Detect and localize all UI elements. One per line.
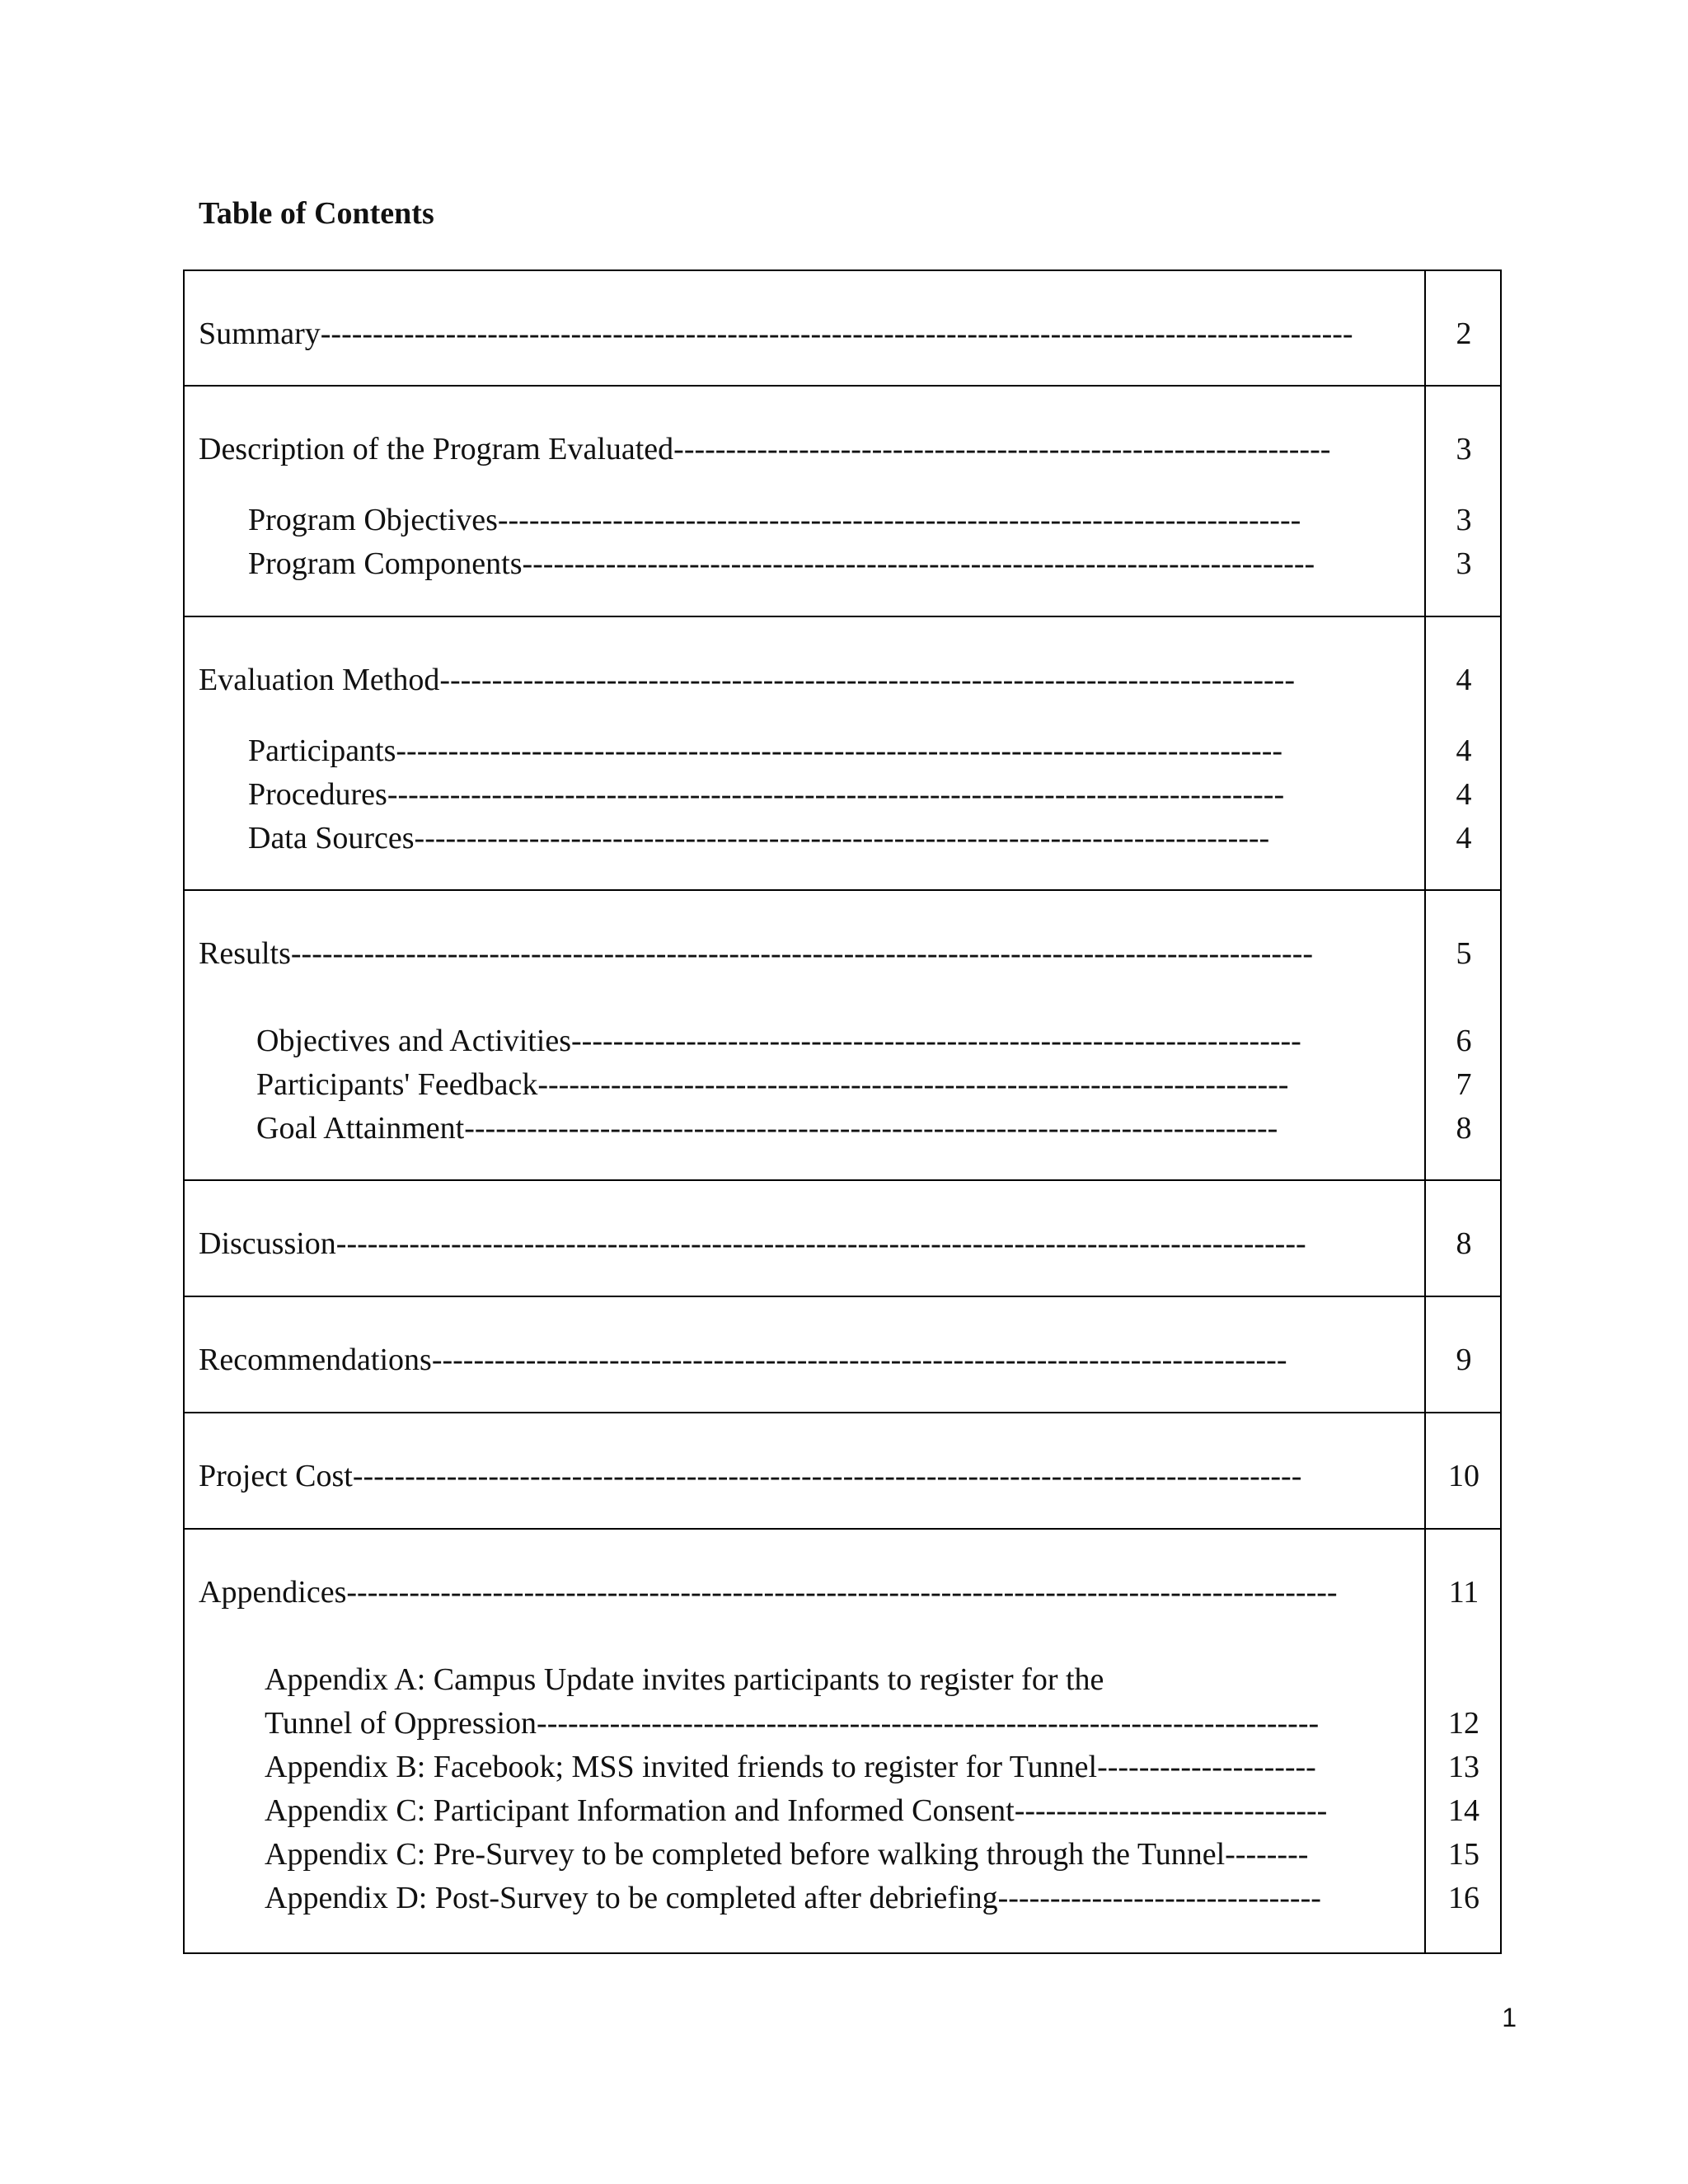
toc-entry[interactable] xyxy=(185,818,1503,859)
toc-entry[interactable] xyxy=(185,1834,1503,1875)
toc-entry[interactable] xyxy=(185,543,1503,584)
toc-entry-label: Appendices----------------------------------------------------------------------------------------------- xyxy=(199,1575,1338,1610)
toc-entry[interactable] xyxy=(185,659,1503,701)
toc-entry-label: Participants------------------------------------------------------------------------------------- xyxy=(248,733,1283,768)
toc-entry-page: 8 xyxy=(1456,1111,1472,1146)
toc-entry-label: Goal Attainment------------------------------------------------------------------------------ xyxy=(256,1111,1278,1146)
toc-entry-page: 11 xyxy=(1448,1575,1479,1610)
toc-entry-page: 4 xyxy=(1456,733,1472,768)
toc-entry-label: Results-------------------------------------------------------------------------------------------------- xyxy=(199,936,1314,971)
toc-entry-label: Objectives and Activities---------------------------------------------------------------------- xyxy=(256,1024,1301,1058)
toc-entry-label: Project Cost------------------------------------------------------------------------------------------- xyxy=(199,1459,1302,1493)
toc-section-appendices xyxy=(185,1530,1500,1952)
toc-section-evaluation-method xyxy=(185,617,1500,891)
toc-table xyxy=(183,269,1502,1954)
toc-entry[interactable] xyxy=(185,1455,1503,1497)
toc-section-project-cost xyxy=(185,1413,1500,1530)
toc-section-results xyxy=(185,891,1500,1181)
toc-entry[interactable] xyxy=(185,429,1503,470)
toc-entry-page: 6 xyxy=(1456,1024,1472,1058)
toc-entry-page: 4 xyxy=(1456,777,1472,812)
toc-entry-page: 3 xyxy=(1456,546,1472,581)
toc-entry[interactable] xyxy=(185,730,1503,771)
toc-entry-label: Appendix D: Post-Survey to be completed after debriefing------------------------------- xyxy=(265,1881,1321,1915)
toc-entry-label: Evaluation Method---------------------------------------------------------------------------------- xyxy=(199,663,1295,697)
toc-entry-page: 14 xyxy=(1448,1793,1479,1828)
toc-entry-page: 4 xyxy=(1456,821,1472,855)
page-number: 1 xyxy=(1502,2003,1517,2032)
toc-entry-page: 16 xyxy=(1448,1881,1479,1915)
toc-entry-page: 4 xyxy=(1456,663,1472,697)
toc-entry[interactable] xyxy=(185,313,1503,354)
toc-heading: Table of Contents xyxy=(199,196,434,231)
toc-entry-label: Appendix B: Facebook; MSS invited friends to register for Tunnel--------------------- xyxy=(265,1750,1316,1784)
toc-entry-label: Participants' Feedback------------------------------------------------------------------------ xyxy=(256,1067,1289,1102)
toc-entry-page: 3 xyxy=(1456,432,1472,466)
toc-entry[interactable] xyxy=(185,774,1503,815)
toc-entry-label: Recommendations---------------------------------------------------------------------------------- xyxy=(199,1343,1287,1377)
toc-entry[interactable] xyxy=(185,499,1503,541)
toc-entry[interactable] xyxy=(185,933,1503,974)
toc-entry-page: 12 xyxy=(1448,1706,1479,1741)
toc-entry[interactable] xyxy=(185,1659,1503,1700)
toc-entry-label: Discussion--------------------------------------------------------------------------------------------- xyxy=(199,1226,1306,1261)
toc-section-summary xyxy=(185,271,1500,387)
toc-entry[interactable] xyxy=(185,1339,1503,1380)
toc-entry-page: 5 xyxy=(1456,936,1472,971)
toc-entry-label: Program Components---------------------------------------------------------------------------- xyxy=(248,546,1315,581)
toc-entry-label: Summary--------------------------------------------------------------------------------------------------- xyxy=(199,316,1353,351)
toc-entry-page: 3 xyxy=(1456,503,1472,537)
toc-entry-page xyxy=(1424,1659,1503,1700)
toc-entry-label: Appendix A: Campus Update invites participants to register for the xyxy=(265,1662,1104,1697)
toc-entry-label: Program Objectives----------------------------------------------------------------------------- xyxy=(248,503,1301,537)
toc-entry[interactable] xyxy=(185,1572,1503,1613)
toc-entry-label: Procedures-------------------------------------------------------------------------------------- xyxy=(248,777,1285,812)
toc-entry[interactable] xyxy=(185,1223,1503,1264)
toc-entry-label: Appendix C: Pre-Survey to be completed before walking through the Tunnel-------- xyxy=(265,1837,1309,1872)
toc-entry-page: 15 xyxy=(1448,1837,1479,1872)
toc-entry-label: Description of the Program Evaluated--------------------------------------------------------------- xyxy=(199,432,1331,466)
toc-entry[interactable] xyxy=(185,1746,1503,1788)
toc-entry[interactable] xyxy=(185,1790,1503,1831)
toc-entry-page: 13 xyxy=(1448,1750,1479,1784)
toc-section-discussion xyxy=(185,1181,1500,1297)
toc-entry-page: 2 xyxy=(1456,316,1472,351)
toc-entry-label: Appendix C: Participant Information and Informed Consent------------------------------ xyxy=(265,1793,1328,1828)
toc-entry[interactable] xyxy=(185,1020,1503,1062)
toc-entry[interactable] xyxy=(185,1108,1503,1149)
toc-entry[interactable] xyxy=(185,1703,1503,1744)
toc-entry-label: Tunnel of Oppression--------------------------------------------------------------------------- xyxy=(265,1706,1320,1741)
toc-entry-label: Data Sources---------------------------------------------------------------------------------- xyxy=(248,821,1270,855)
toc-entry[interactable] xyxy=(185,1064,1503,1105)
toc-entry[interactable] xyxy=(185,1877,1503,1919)
toc-entry-page: 8 xyxy=(1456,1226,1472,1261)
toc-section-recommendations xyxy=(185,1297,1500,1413)
toc-section-description xyxy=(185,387,1500,617)
toc-entry-page: 10 xyxy=(1448,1459,1479,1493)
toc-entry-page: 9 xyxy=(1456,1343,1472,1377)
toc-entry-page: 7 xyxy=(1456,1067,1472,1102)
